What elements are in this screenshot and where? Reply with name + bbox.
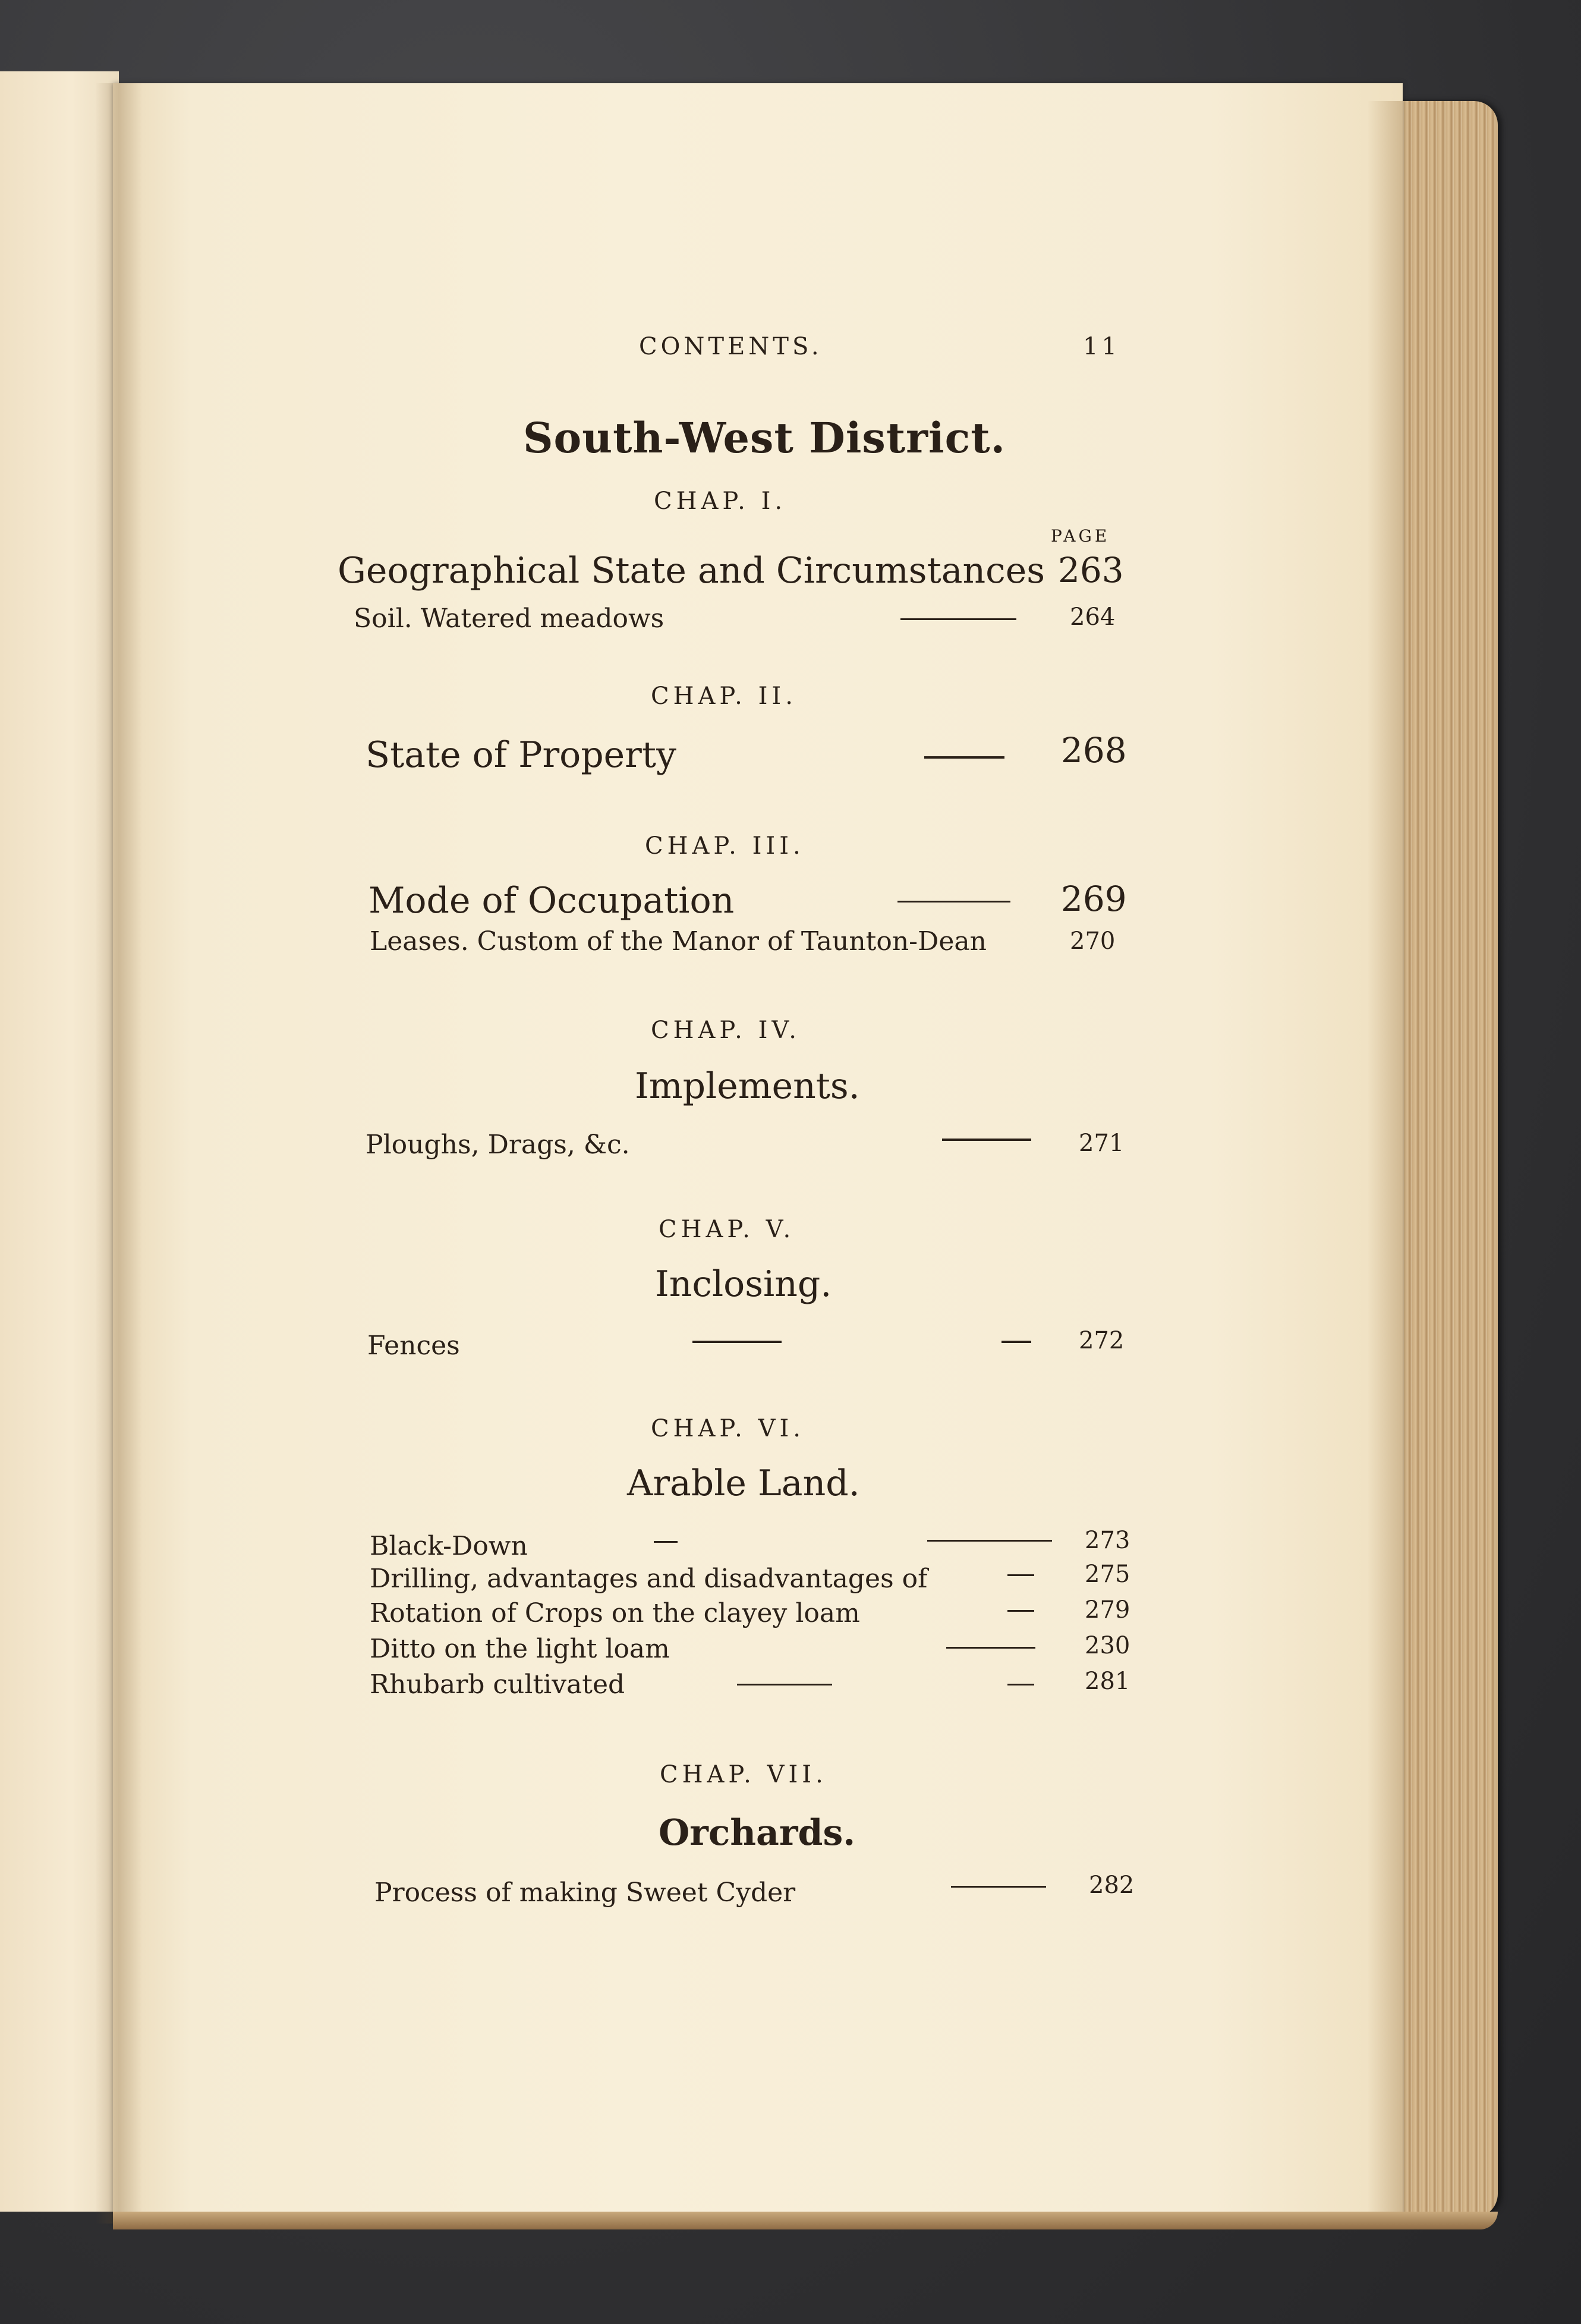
leader-rule <box>1007 1684 1034 1685</box>
leader-rule <box>924 756 1004 759</box>
toc-entry-title: Mode of Occupation <box>369 880 735 922</box>
running-head: CONTENTS. <box>639 333 823 360</box>
toc-entry-title: Leases. Custom of the Manor of Taunton-Dean <box>370 926 987 957</box>
leader-rule <box>737 1684 832 1685</box>
toc-entry-title: Soil. Watered meadows <box>354 603 664 634</box>
toc-entry-title: Fences <box>367 1331 460 1361</box>
leader-rule <box>654 1541 678 1543</box>
toc-entry-title: Ditto on the light loam <box>370 1634 670 1664</box>
toc-entry-title: Black-Down <box>370 1531 528 1561</box>
toc-entry-page: 273 <box>1085 1527 1130 1554</box>
chapter-heading: Orchards. <box>659 1812 856 1854</box>
chapter-label: CHAP. IV. <box>651 1017 801 1044</box>
toc-entry-title: Process of making Sweet Cyder <box>374 1878 796 1908</box>
leader-rule <box>1007 1610 1034 1612</box>
toc-entry-title: Rotation of Crops on the clayey loam <box>370 1598 860 1628</box>
toc-entry-page: 275 <box>1085 1561 1130 1588</box>
leader-rule <box>951 1886 1046 1888</box>
leader-rule <box>897 901 1010 902</box>
toc-entry-page: 264 <box>1070 603 1116 631</box>
toc-entry-page: 282 <box>1089 1872 1135 1899</box>
toc-entry-page: 268 <box>1061 730 1127 771</box>
chapter-label: CHAP. VII. <box>660 1761 827 1788</box>
chapter-heading: Implements. <box>635 1065 860 1107</box>
toc-entry-page: 279 <box>1085 1596 1130 1624</box>
toc-entry-title: Geographical State and Circumstances <box>338 550 1045 592</box>
chapter-heading: Inclosing. <box>655 1263 832 1305</box>
page-column-label: PAGE <box>1051 526 1110 546</box>
toc-entry-page: 270 <box>1070 927 1116 955</box>
chapter-label: CHAP. II. <box>651 683 797 710</box>
chapter-label: CHAP. VI. <box>651 1415 805 1442</box>
toc-entry-title: Drilling, advantages and disadvantages of <box>370 1564 928 1594</box>
leader-rule <box>927 1540 1052 1542</box>
leader-rule <box>946 1647 1035 1649</box>
chapter-label: CHAP. V. <box>659 1216 795 1243</box>
toc-entry-page: 271 <box>1079 1130 1125 1157</box>
toc-entry-page: 281 <box>1085 1668 1130 1695</box>
leader-rule <box>692 1341 782 1343</box>
toc-entry-page: 263 <box>1058 550 1124 590</box>
chapter-label: CHAP. I. <box>654 488 787 515</box>
page-bottom-edge <box>113 2212 1498 2229</box>
toc-entry-page: 272 <box>1079 1327 1125 1354</box>
page-gutter <box>95 83 143 2224</box>
toc-entry-page: 269 <box>1061 879 1127 919</box>
leader-rule <box>942 1139 1031 1141</box>
chapter-heading: Arable Land. <box>627 1463 860 1504</box>
toc-entry-title: Ploughs, Drags, &c. <box>366 1130 630 1160</box>
leader-rule <box>900 618 1016 620</box>
district-title: South-West District. <box>523 413 1006 463</box>
leader-rule <box>1001 1341 1031 1343</box>
toc-entry-title: State of Property <box>366 734 676 776</box>
chapter-label: CHAP. III. <box>645 832 805 860</box>
folio-number: 11 <box>1083 333 1120 360</box>
leader-rule <box>1007 1574 1034 1576</box>
toc-entry-page: 230 <box>1085 1632 1130 1659</box>
page-edge-shade <box>1367 101 1403 2218</box>
toc-entry-title: Rhubarb cultivated <box>370 1669 625 1700</box>
